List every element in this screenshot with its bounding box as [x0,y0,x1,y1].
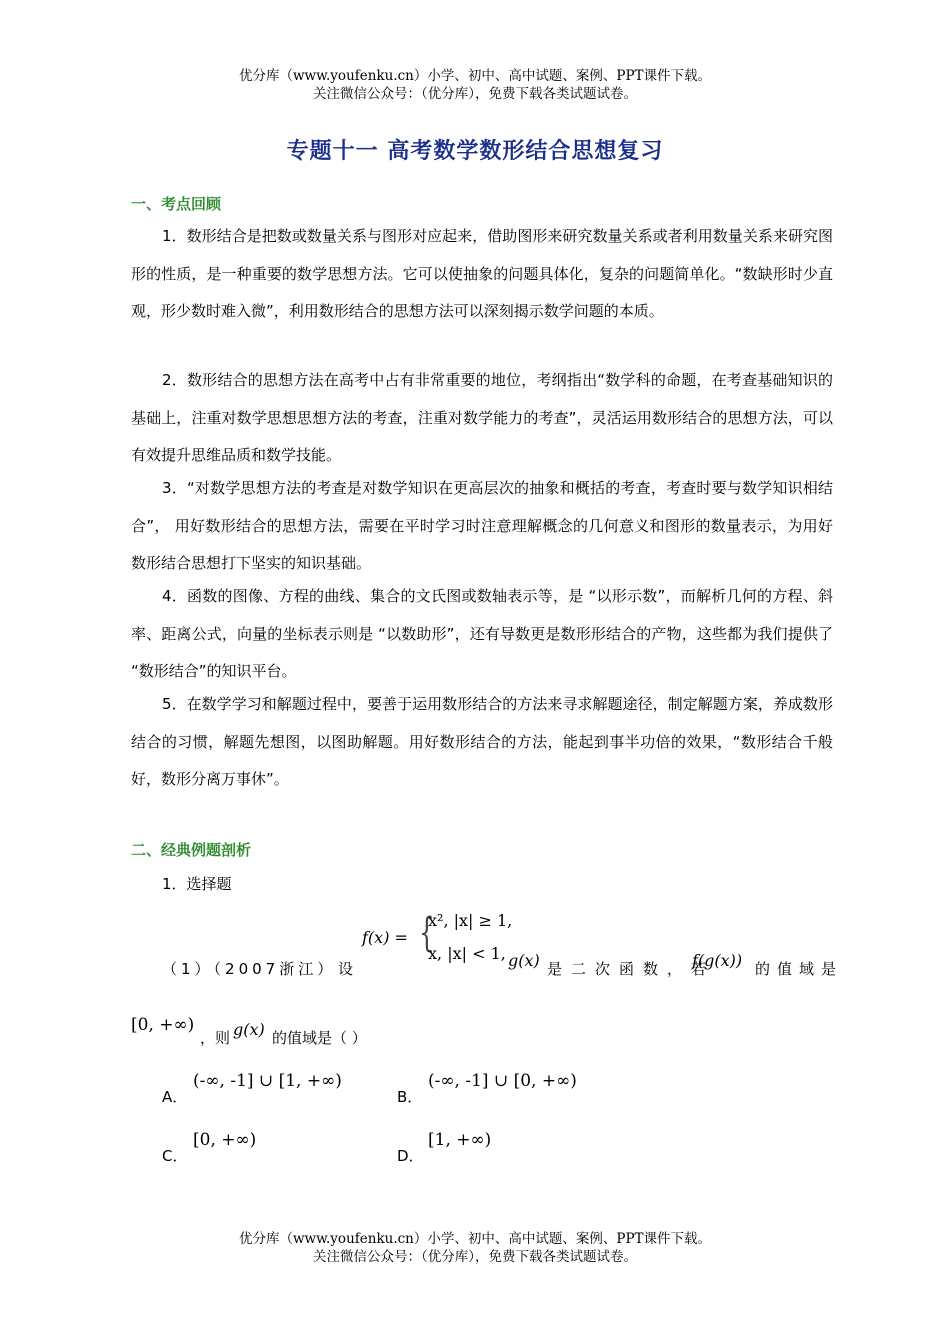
piecewise-case-1: x², |x| ≥ 1, [428,911,513,930]
problem-mid-text: 是二次函数，若 [547,960,716,978]
g-of-x: g(x) [508,951,540,970]
option-b-label[interactable]: B． [397,1088,423,1106]
subsection-choice: 1．选择题 [162,875,232,893]
option-b-expression: (-∞, -1] ∪ [0, +∞) [428,1071,577,1091]
header-line-1: 优分库（www.youfenku.cn）小学、初中、高中试题、案例、PPT课件下载。 [238,68,712,84]
paragraph-3: 3．“对数学思想方法的考查是对数学知识在更高层次的抽象和概括的考查，考查时要与数学知识相结合”， 用好数形结合的思想方法，需要在平时学习时注意理解概念的几何意义和图形的数量表示，为用好数形结合思想打下坚实的知识基础。 [131,479,833,573]
option-a-expression: (-∞, -1] ∪ [1, +∞) [193,1071,342,1091]
paragraph-1: 1．数形结合是把数或数量关系与图形对应起来，借助图形来研究数量关系或者利用数量关系来研究图形的性质，是一种重要的数学思想方法。它可以使抽象的问题具体化，复杂的问题简单化。“数缺形时少直观，形少数时难入微”，利用数形结合的思想方法可以深刻揭示数学问题的本质。 [131,227,833,321]
option-d-expression: [1, +∞) [428,1130,492,1150]
problem-source: （2007浙江） [213,960,337,978]
f-definition-lhs: f(x) = [362,928,408,947]
section-heading-examples: 二、经典例题剖析 [131,841,252,859]
problem-number-text: （1） [162,960,214,978]
paragraph-2: 2．数形结合的思想方法在高考中占有非常重要的地位，考纲指出“数学科的命题，在考查基础知识的基础上，注重对数学思想思想方法的考查，注重对数学能力的考查”，灵活运用数形结合的思想方法，可以有效提升思维品质和数学技能。 [131,371,833,465]
page-title: 专题十一 高考数学数形结合思想复习 [286,139,664,164]
option-c-label[interactable]: C． [162,1147,188,1165]
f-of-g-of-x: f(g(x)) [692,951,743,970]
footer-line-2: 关注微信公众号：（优分库），免费下载各类试题试卷。 [313,1249,637,1265]
problem-end-text: 的值域是 [755,960,844,978]
range-expression: [0, +∞) [131,1015,195,1035]
question-text: ，则 [200,1029,231,1047]
g-of-x-2: g(x) [233,1020,265,1039]
paragraph-5: 5．在数学学习和解题过程中，要善于运用数形结合的方法来寻求解题途径，制定解题方案，养成数形结合的习惯，解题先想图，以图助解题。用好数形结合的方法，能起到事半功倍的效果，“数形结合千般好，数形分离万事休”。 [131,695,833,789]
piecewise-brace: { [419,910,435,956]
piecewise-case-2: x, |x| < 1, [428,944,506,963]
problem-number [162,958,336,979]
section-heading-review: 一、考点回顾 [131,195,222,213]
option-a-label[interactable]: A． [162,1088,188,1106]
question-end-text: 的值域是（ ） [272,1029,367,1047]
option-c-expression: [0, +∞) [193,1130,257,1150]
paragraph-4: 4．函数的图像、方程的曲线、集合的文氏图或数轴表示等，是 “以形示数”，而解析几何的方程、斜率、距离公式，向量的坐标表示则是 “以数助形”，还有导数更是数形形结合的产物，这些都为我们提供了 “数形结合”的知识平台。 [131,587,833,681]
option-d-label[interactable]: D． [397,1147,424,1165]
header-line-2: 关注微信公众号：（优分库），免费下载各类试题试卷。 [313,86,637,102]
footer-line-1: 优分库（www.youfenku.cn）小学、初中、高中试题、案例、PPT课件下载。 [238,1231,712,1247]
problem-set-word: 设 [338,960,354,978]
